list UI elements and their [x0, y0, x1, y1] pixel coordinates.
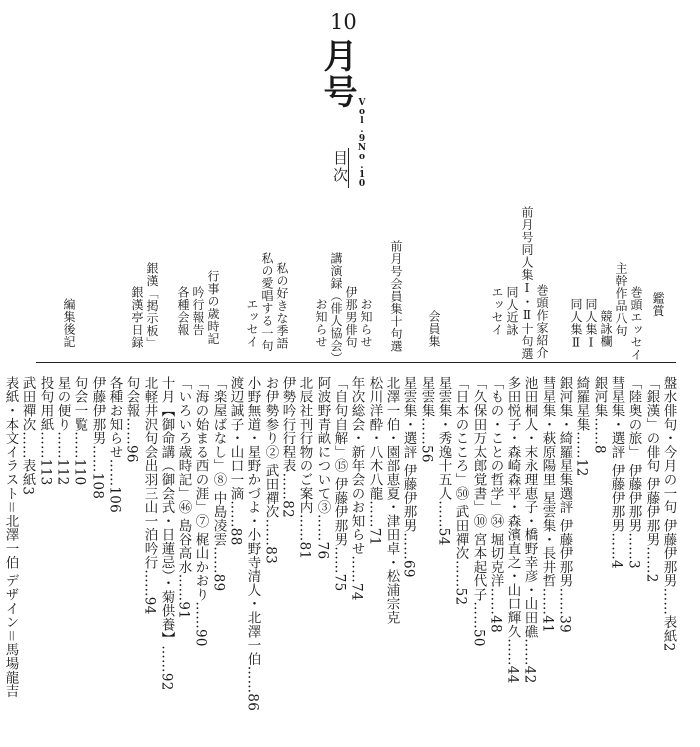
entry-sokai: 年次総会・新年会のお知らせ……74 [348, 376, 365, 601]
entry-awano-seiho: 阿波野青畝について③……76 [314, 376, 331, 560]
section-essay-2: エッセイ [245, 298, 259, 348]
section-kaiho: 各種会報 [176, 286, 190, 336]
section-shukan-sakuhin: 主幹作品八句 [614, 262, 628, 337]
entry-nihon-no-kokoro: 「日本のこころ」㊿ 武田禪次……52 [452, 376, 469, 606]
entry-gakuya: 「楽屋ばなし」⑧ 中島凌雲……89 [210, 376, 227, 592]
section-kaiin: 会員集 [427, 310, 441, 348]
section-kyoei: 競詠欄 [599, 310, 613, 348]
entry-shuitsu: 星雲集・秀逸十五人……54 [435, 376, 452, 546]
entry-kubota: 「久保田万太郎覚書」⑩ 宮本起代子……50 [470, 376, 487, 647]
entry-inao-keijiban: 伊藤伊那男……108 [89, 376, 106, 500]
entry-suisei-senpyo: 彗星集・選評 伊藤伊那男……4 [608, 376, 625, 569]
volume-number: Vol.9No.10 [357, 98, 367, 188]
entry-oise-mairi: お伊勢参り② 武田禪次……83 [262, 376, 279, 564]
entry-ginkan-no-haiku: 「銀漢」の俳句 伊藤伊那男……2 [643, 376, 660, 583]
issue-title: 月号 [317, 38, 357, 110]
entry-kukaiho: 句会報……96 [123, 376, 140, 463]
entry-kitakaruizawa: 北軽井沢句会出羽三山一泊吟行……94 [141, 376, 158, 615]
section-inao-haiku: 伊那男俳句 [344, 286, 358, 349]
issue-month: 10 [330, 10, 357, 34]
entry-hoshi-no-tayori: 星の便り……112 [54, 376, 71, 486]
section-essay-1: エッセイ [490, 286, 504, 336]
entry-kaiin-jikkusen-2: 松川洋酔・八木八龍……71 [366, 376, 383, 546]
entry-tetsugaku: 「もの・ことの哲学」㉞ 堀切克洋……48 [487, 376, 504, 633]
entry-toku-yoshi: 投句用紙……113 [37, 376, 54, 486]
entry-henshu-koki: 武田禪次……表紙3 [19, 376, 36, 496]
entry-credits: 表紙・本文イラスト＝北澤一伯 デザイン＝馬場龍吉 [2, 376, 19, 698]
section-nichiroku: 銀漢亭日録 [130, 286, 144, 349]
entry-kukai-ichiran: 句会一覧……110 [71, 376, 88, 486]
entry-jikkusen-2: 多田悦子・森崎森平・森濱直之・山口輝久……44 [504, 376, 521, 684]
entry-kigo-authors: 小野無道・星野かづよ・小野寺清人・北澤一伯……86 [244, 376, 261, 712]
section-dojin-1: 同人集Ⅰ [584, 298, 598, 350]
section-kansho: 鑑賞 [651, 292, 665, 317]
section-ginko: 吟行報告 [191, 286, 205, 336]
entry-ginga-senpyo: 銀河集・綺羅星集選評 伊藤伊那男……39 [556, 376, 573, 633]
section-zengetsu-dojin: 前月号同人集Ⅰ・Ⅱ十句選 [520, 206, 534, 360]
entry-jiku-jikai: 「自句自解」⑮ 伊藤伊那男……75 [331, 376, 348, 592]
entry-jugatsu: 十月【御命講（御会式・日蓮忌）・菊供養】……92 [158, 376, 175, 691]
section-zengetsu-kaiin: 前月号会員集十句選 [389, 240, 403, 353]
entry-iroiro-saijiki: 「いろいろ歳時記」㊻ 島谷高水……91 [175, 376, 192, 620]
entry-seiun: 星雲集……56 [418, 376, 435, 463]
section-gyoji: 行事の歳時記 [206, 270, 220, 345]
section-henshu-koki: 編集後記 [62, 298, 76, 348]
section-keijiban: 銀漢「掲示板」 [145, 262, 159, 350]
entry-kakushu-oshirase: 各種お知らせ……106 [106, 376, 123, 514]
entry-aisho-authors: 渡辺誠子・山口一滴……88 [227, 376, 244, 546]
entry-ginga: 銀河集……8 [591, 376, 608, 454]
entry-umi-no-hajimaru: 「海の始まる西の涯」⑦ 梶山かおり……90 [192, 376, 209, 647]
section-koenroku: 講演録（俳人協会） [329, 252, 343, 365]
entry-kirabosi: 綺羅星集……12 [573, 376, 590, 477]
entry-kaiin-jikkusen-1: 北澤一伯・園部恵夏・津田卓・松浦宗克 [383, 376, 400, 625]
entry-kongetsu-no-ikku: 盤水俳句・今月の一句 伊藤伊那男……表紙2 [660, 376, 677, 652]
entry-kanto-sakka: 彗星集・萩原陽里 星雲集・長井哲……41 [539, 376, 556, 633]
entry-hokushin: 北辰社刊行物のご案内……81 [296, 376, 313, 560]
entry-ise-ginko: 伊勢吟行行程表……82 [279, 376, 296, 518]
section-dojin-2: 同人集Ⅱ [569, 298, 583, 350]
entry-seiun-senpyo: 星雲集・選評 伊藤伊那男……69 [400, 376, 417, 578]
section-oshirase-2: お知らせ [314, 298, 328, 348]
contents-label: 目次 [331, 150, 349, 184]
section-dojin-kinei: 同人近詠 [505, 286, 519, 336]
section-divider [36, 362, 676, 363]
section-aisho: 私の愛唱する一句 [260, 252, 274, 352]
section-kigo: 私の好きな季語 [275, 262, 289, 350]
section-kanto-essay: 巻頭エッセイ [629, 286, 643, 361]
section-oshirase-1: お知らせ [359, 298, 373, 348]
entry-michinoku: 「陸奥の旅」 伊藤伊那男……3 [625, 376, 642, 569]
section-kanto-sakka: 巻頭作家紹介 [535, 284, 549, 359]
entry-jikkusen-1: 池田桐人・末永理恵子・橋野幸彦・山田礁……42 [521, 376, 538, 684]
